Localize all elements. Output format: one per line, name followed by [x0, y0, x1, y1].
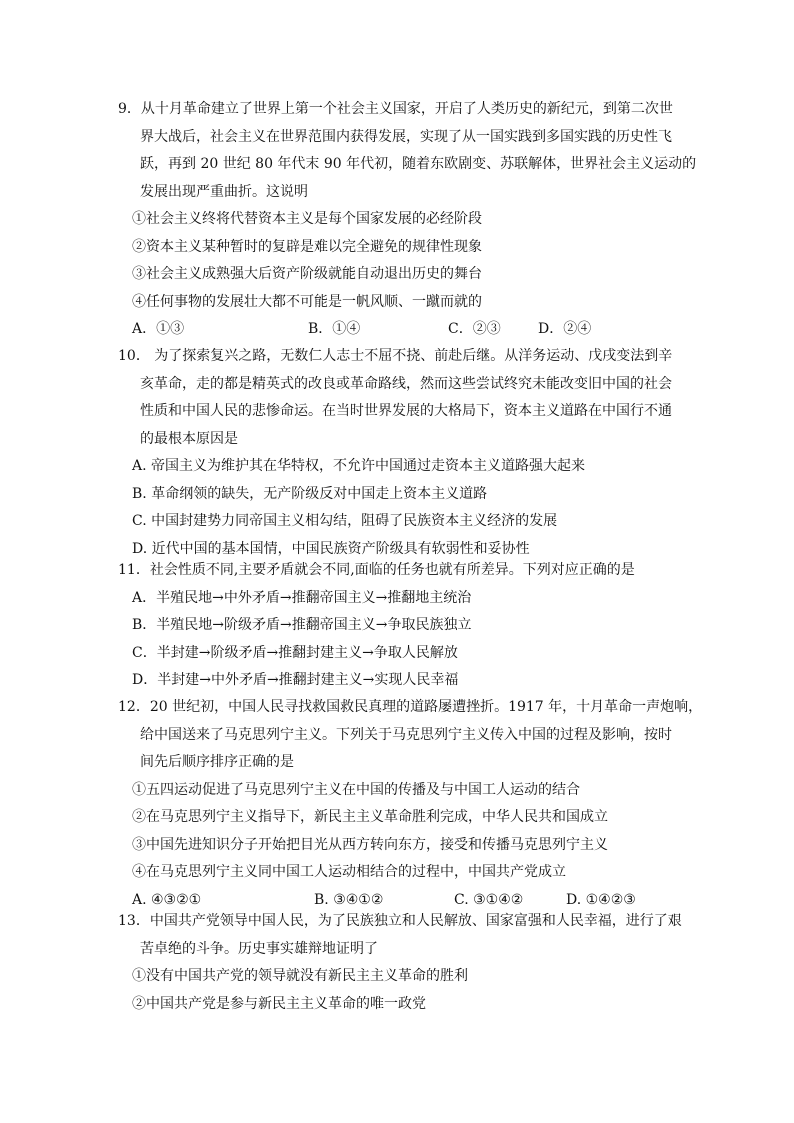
statement: ③中国先进知识分子开始把目光从西方转向东方，接受和传播马克思列宁主义	[132, 836, 608, 853]
choice-c[interactable]: C. ③①④②	[454, 891, 524, 908]
question-stem-line: 13．中国共产党领导中国人民，为了民族独立和人民解放、国家富强和人民幸福，进行了艰	[118, 913, 682, 929]
answer-choices	[118, 316, 678, 344]
statement: ④在马克思列宁主义同中国工人运动相结合的过程中，中国共产党成立	[132, 864, 566, 880]
question-stem-line: 亥革命，走的都是精英式的改良或革命路线，然而这些尝试终究未能改变旧中国的社会	[140, 375, 672, 392]
question-12	[118, 694, 703, 914]
statement: ④任何事物的发展壮大都不可能是一帆风顺、一蹴而就的	[132, 293, 482, 310]
statement: ②在马克思列宁主义指导下，新民主主义革命胜利完成，中华人民共和国成立	[132, 809, 608, 825]
option-d[interactable]: D. 近代中国的基本国情，中国民族资产阶级具有软弱性和妥协性	[132, 540, 530, 557]
statement: ③社会主义成熟强大后资产阶级就能自动退出历史的舞台	[132, 266, 482, 282]
option-c[interactable]: C. 中国封建势力同帝国主义相勾结，阻碍了民族资本主义经济的发展	[132, 513, 558, 529]
option-c[interactable]: C．半封建→阶级矛盾→推翻封建主义→争取人民解放	[132, 644, 458, 661]
question-stem-line: 的最根本原因是	[140, 430, 238, 447]
question-stem-line: 界大战后，社会主义在世界范围内获得发展，实现了从一国实践到多国实践的历史性飞	[140, 128, 672, 145]
question-stem-line: 12．20 世纪初，中国人民寻找救国救民真理的道路屡遭挫折。1917 年，十月革命一声炮响，	[118, 699, 703, 715]
question-stem-line: 跃，再到 20 世纪 80 年代末 90 年代初，随着东欧剧变、苏联解体，世界社会主义运动的	[140, 156, 697, 172]
statement: ②中国共产党是参与新民主主义革命的唯一政党	[132, 995, 426, 1012]
choice-d[interactable]: D．②④	[538, 321, 592, 337]
choice-a[interactable]: A. ④③②①	[132, 891, 202, 908]
question-stem-line: 9．从十月革命建立了世界上第一个社会主义国家，开启了人类历史的新纪元，到第二次世	[118, 101, 673, 117]
option-b[interactable]: B. 革命纲领的缺失，无产阶级反对中国走上资本主义道路	[132, 485, 488, 502]
question-stem-line: 10． 为了探索复兴之路，无数仁人志士不屈不挠、前赴后继。从洋务运动、戊戌变法到辛	[118, 348, 673, 364]
option-a[interactable]: A. 帝国主义为维护其在华特权，不允许中国通过走资本主义道路强大起来	[132, 458, 586, 474]
question-stem-line: 性质和中国人民的悲惨命运。在当时世界发展的大格局下，资本主义道路在中国行不通	[140, 403, 672, 419]
option-b[interactable]: B．半殖民地→阶级矛盾→推翻帝国主义→争取民族独立	[132, 617, 472, 633]
option-d[interactable]: D．半封建→中外矛盾→推翻封建主义→实现人民幸福	[132, 672, 459, 688]
question-10	[118, 343, 678, 563]
question-13	[118, 908, 682, 1018]
statement: ①五四运动促进了马克思列宁主义在中国的传播及与中国工人运动的结合	[132, 781, 580, 798]
choice-a[interactable]: A．①③	[132, 321, 185, 337]
question-11	[118, 557, 678, 695]
question-stem-line: 苦卓绝的斗争。历史事实雄辩地证明了	[140, 940, 378, 957]
question-stem-line: 发展出现严重曲折。这说明	[140, 183, 308, 200]
option-a[interactable]: A．半殖民地→中外矛盾→推翻帝国主义→推翻地主统治	[132, 589, 472, 606]
question-stem-line: 间先后顺序排序正确的是	[140, 754, 294, 770]
choice-d[interactable]: D. ①④②③	[566, 891, 636, 908]
question-9	[118, 96, 697, 344]
choice-b[interactable]: B. ③④①②	[314, 891, 384, 908]
statement: ①社会主义终将代替资本主义是每个国家发展的必经阶段	[132, 211, 482, 227]
question-stem-line: 给中国送来了马克思列宁主义。下列关于马克思列宁主义传入中国的过程及影响，按时	[140, 726, 672, 743]
statement: ①没有中国共产党的领导就没有新民主主义革命的胜利	[132, 968, 468, 984]
question-stem-line: 11．社会性质不同,主要矛盾就会不同,面临的任务也就有所差异。下列对应正确的是	[118, 562, 635, 578]
choice-b[interactable]: B．①④	[308, 321, 361, 337]
choice-c[interactable]: C．②③	[448, 321, 501, 337]
statement: ②资本主义某种暂时的复辟是难以完全避免的规律性现象	[132, 238, 482, 255]
